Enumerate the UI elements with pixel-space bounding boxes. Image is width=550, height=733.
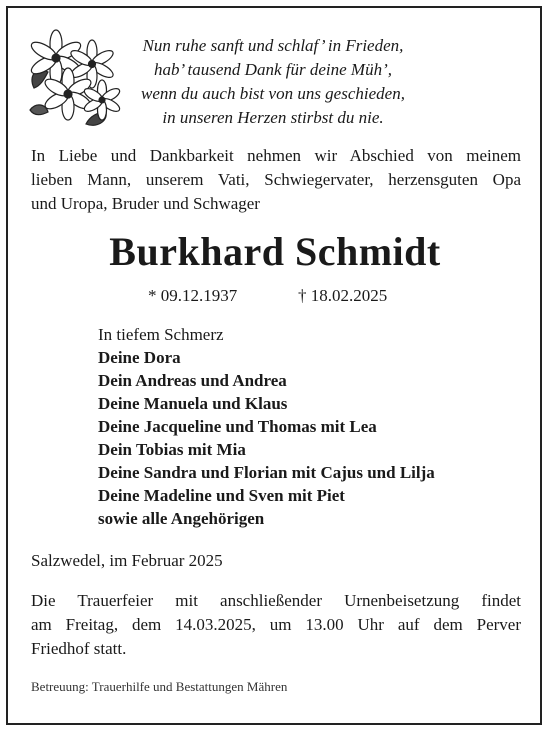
poem-line: Nun ruhe sanft und schlaf’ in Frieden, xyxy=(142,36,404,55)
service-line: Friedhof statt. xyxy=(31,639,127,658)
intro-line: lieben Mann, unserem Vati, Schwiegervater, herzensguten Opa xyxy=(31,170,521,189)
flower-icon xyxy=(26,28,122,130)
mourners-lead: In tiefem Schmerz xyxy=(98,325,224,344)
service-info xyxy=(31,589,521,661)
mourner-item: Deine Madeline und Sven mit Piet xyxy=(98,486,345,505)
mourner-item: Deine Jacqueline und Thomas mit Lea xyxy=(98,417,377,436)
birth-date: * 09.12.1937 xyxy=(148,286,238,305)
mourner-item: sowie alle Angehörigen xyxy=(98,509,265,528)
mourner-item: Deine Manuela und Klaus xyxy=(98,394,288,413)
service-line: Die Trauerfeier mit anschließender Urnenbeisetzung findet xyxy=(31,591,521,610)
deceased-name: Burkhard Schmidt xyxy=(109,229,441,274)
mourner-item: Deine Sandra und Florian mit Cajus und Lilja xyxy=(98,463,435,482)
funeral-care-credit: Betreuung: Trauerhilfe und Bestattungen Mähren xyxy=(31,679,288,694)
poem-line: hab’ tausend Dank für deine Müh’, xyxy=(154,60,392,79)
mourner-item: Dein Tobias mit Mia xyxy=(98,440,246,459)
poem-line: in unseren Herzen stirbst du nie. xyxy=(162,108,384,127)
intro-text xyxy=(31,144,521,216)
death-date: † 18.02.2025 xyxy=(298,286,388,305)
mourner-item: Dein Andreas und Andrea xyxy=(98,371,287,390)
intro-line: In Liebe und Dankbarkeit nehmen wir Abschied von meinem xyxy=(31,146,521,165)
place-date: Salzwedel, im Februar 2025 xyxy=(31,551,223,570)
mourners-list xyxy=(98,323,518,530)
poem xyxy=(118,34,428,130)
intro-line: und Uropa, Bruder und Schwager xyxy=(31,194,260,213)
mourner-item: Deine Dora xyxy=(98,348,181,367)
poem-line: wenn du auch bist von uns geschieden, xyxy=(141,84,405,103)
service-line: am Freitag, dem 14.03.2025, um 13.00 Uhr auf dem Perver xyxy=(31,615,521,634)
